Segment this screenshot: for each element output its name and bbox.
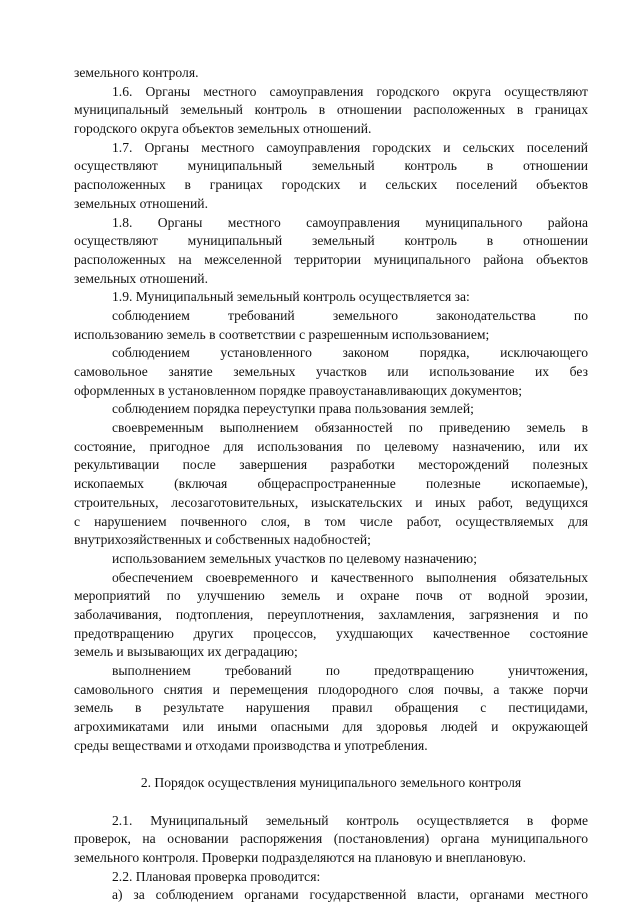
paragraph-1-9 — [74, 288, 588, 307]
text-line: самовольного снятия и перемещения плодородного слоя почвы, а также порчи — [74, 681, 588, 697]
list-item — [74, 569, 588, 662]
text-line: осуществляют муниципальный земельный контроль в отношении — [74, 158, 588, 174]
paragraph-1-8 — [74, 214, 588, 289]
list-item — [74, 550, 588, 569]
text-line: ископаемых (включая общераспространенные полезные ископаемые), — [74, 476, 588, 492]
text-line: самовольное занятие земельных участков или использование их без — [74, 364, 588, 379]
text-line: агрохимикатами или иными опасными для здоровья людей и окружающей — [74, 719, 588, 735]
list-item — [74, 344, 588, 400]
text-line: земельных отношений. — [74, 195, 208, 211]
text-line: а) за соблюдением органами государственной власти, органами местного — [112, 887, 588, 903]
text-line: заболачивания, подтопления, переуплотнения, захламления, загрязнения и по — [74, 606, 588, 622]
list-item — [74, 307, 588, 344]
text-line: среды веществами и отходами производства и употребления. — [74, 737, 428, 753]
text-line: выполнением требований по предотвращению уничтожения, — [112, 663, 588, 678]
paragraph-continuation — [74, 64, 588, 83]
text-line: расположенных на межселенной территории муниципального района объектов — [74, 251, 588, 267]
text-line: 2.2. Плановая проверка проводится: — [112, 868, 321, 884]
text-line: обеспечением своевременного и качественного выполнения обязательных — [112, 569, 588, 585]
paragraph-1-6 — [74, 83, 588, 139]
text-line: с нарушением почвенного слоя, в том числе работ, осуществляемых для — [74, 513, 588, 529]
paragraph-2-2 — [74, 868, 588, 887]
text-line: мероприятий по улучшению земель и охране почв от водной эрозии, — [74, 588, 588, 604]
text-line: использованием земельных участков по целевому назначению; — [112, 550, 477, 566]
text-line: 1.9. Муниципальный земельный контроль осуществляется за: — [112, 289, 470, 305]
text-line: 1.8. Органы местного самоуправления муниципального района — [112, 214, 588, 230]
list-item — [74, 662, 588, 755]
text-line: 1.6. Органы местного самоуправления городского округа осуществляют — [112, 83, 588, 99]
text-line: земельного контроля. Проверки подразделяются на плановую и внеплановую. — [74, 849, 527, 865]
text-line: осуществляют муниципальный земельный контроль в отношении — [74, 233, 588, 249]
text-line: рекультивации после завершения разработки месторождений полезных — [74, 457, 588, 473]
blank-line — [74, 793, 588, 812]
document-page — [74, 64, 588, 905]
text-line: строительных, лесозаготовительных, изыскательских и иных работ, ведущихся — [74, 494, 588, 510]
blank-line — [74, 755, 588, 774]
section-heading: 2. Порядок осуществления муниципального земельного контроля — [140, 775, 522, 791]
text-line: проверок, на основании распоряжения (постановления) органа муниципального — [74, 831, 588, 847]
paragraph-2-1 — [74, 812, 588, 868]
text-line: соблюдением требований земельного законодательства по — [112, 307, 588, 323]
text-line: внутрихозяйственных и собственных надобностей; — [74, 532, 371, 548]
list-item — [74, 886, 588, 905]
text-line: расположенных в границах городских и сельских поселений объектов — [74, 177, 588, 193]
text-line: соблюдением установленного законом порядка, исключающего — [112, 345, 588, 361]
text-line: земель и вызывающих их деградацию; — [74, 644, 298, 660]
text-line: 2.1. Муниципальный земельный контроль осуществляется в форме — [112, 812, 588, 828]
text-line: земельного контроля. — [74, 65, 199, 80]
text-line: соблюдением порядка переуступки права пользования землей; — [112, 401, 474, 417]
text-line: земельных отношений. — [74, 270, 208, 286]
text-line: состояние, пригодное для использования по целевому назначению, или их — [74, 438, 588, 454]
text-line: земель в результате нарушения правил обращения с пестицидами, — [74, 700, 588, 716]
list-item — [74, 400, 588, 419]
text-line: городского округа объектов земельных отношений. — [74, 121, 372, 137]
text-line: предотвращению других процессов, ухудшающих качественное состояние — [74, 625, 588, 641]
text-line: муниципальный земельный контроль в отношении расположенных в границах — [74, 102, 588, 118]
text-line: 1.7. Органы местного самоуправления городских и сельских поселений — [112, 139, 588, 155]
paragraph-1-7 — [74, 139, 588, 214]
text-line: своевременным выполнением обязанностей по приведению земель в — [112, 420, 588, 436]
text-line: оформленных в установленном порядке правоустанавливающих документов; — [74, 382, 523, 398]
list-item — [74, 419, 588, 550]
text-line: использованию земель в соответствии с разрешенным использованием; — [74, 326, 490, 342]
